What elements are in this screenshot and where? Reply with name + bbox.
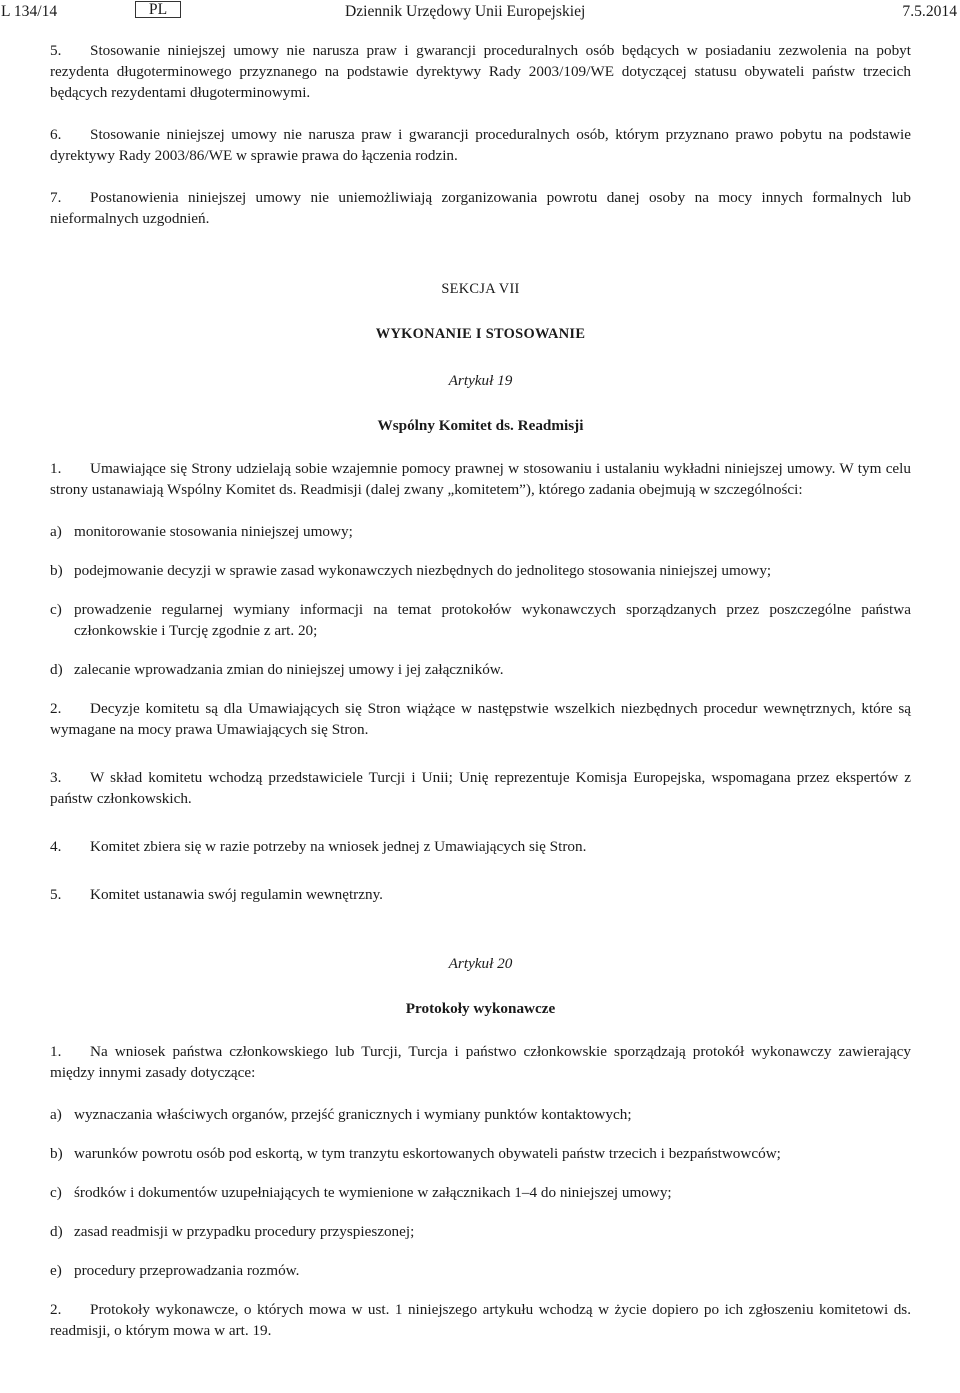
article-19-title: Wspólny Komitet ds. Readmisji (377, 417, 584, 434)
art20-item-e: e) procedury przeprowadzania rozmów. (50, 1262, 300, 1279)
publication-date: 7.5.2014 (902, 3, 957, 20)
art20-item-c: c) środków i dokumentów uzupełniających te wymienione w załącznikach 1–4 do niniejszej umowy; (50, 1184, 672, 1201)
article-19-number: Artykuł 19 (448, 372, 513, 389)
paragraph-6: 6. Stosowanie niniejszej umowy nie narusza praw i gwarancji proceduralnych osób, którym przyznano prawo pobytu na podstawie dyrektywy Rady 2003/86/WE w sprawie prawa do łączenia rodzin. (50, 126, 911, 164)
art19-paragraph-2: 2. Decyzje komitetu są dla Umawiających się Stron wiążące w następstwie wszelkich niezbędnych procedur wewnętrznych, które są wymagane na mocy prawa Umawiających się Stron. (50, 700, 911, 738)
article-20-title: Protokoły wykonawcze (405, 1000, 556, 1017)
art20-paragraph-2: 2. Protokoły wykonawcze, o których mowa w ust. 1 niniejszego artykułu wchodzą w życie dopiero po ich zgłoszeniu komitetowi ds. readmisji, o którym mowa w art. 19. (50, 1301, 911, 1339)
art19-paragraph-1: 1. Umawiające się Strony udzielają sobie wzajemnie pomocy prawnej w stosowaniu i ustalaniu wykładni niniejszej umowy. W tym celu strony ustanawiają Wspólny Komitet ds. Readmisji (dalej zwany „komitetem”), którego zadania obejmują w szczególności: (50, 460, 911, 498)
page-header (0, 1, 960, 23)
art20-item-b: b) warunków powrotu osób pod eskortą, w tym tranzytu eskortowanych obywateli państw trzecich i bezpaństwowców; (50, 1145, 781, 1162)
art19-paragraph-3: 3. W skład komitetu wchodzą przedstawiciele Turcji i Unii; Unię reprezentuje Komisja Europejska, wspomagana przez ekspertów z państw członkowskich. (50, 769, 911, 807)
art20-paragraph-1: 1. Na wniosek państwa członkowskiego lub Turcji, Turcja i państwo członkowskie sporządzają protokół wykonawczy zawierający między innymi zasady dotyczące: (50, 1043, 911, 1081)
document-body (50, 40, 911, 1362)
page-reference: L 134/14 (1, 3, 58, 20)
article-20-number: Artykuł 20 (448, 955, 513, 972)
art19-paragraph-4: 4. Komitet zbiera się w razie potrzeby na wniosek jednej z Umawiających się Stron. (50, 838, 587, 855)
section-title: WYKONANIE I STOSOWANIE (375, 326, 586, 342)
art19-paragraph-5: 5. Komitet ustanawia swój regulamin wewnętrzny. (50, 886, 383, 903)
art20-item-d: d) zasad readmisji w przypadku procedury przyspieszonej; (50, 1223, 415, 1240)
paragraph-5: 5. Stosowanie niniejszej umowy nie narusza praw i gwarancji proceduralnych osób będących w posiadaniu zezwolenia na pobyt rezydenta długoterminowego przyznanego na podstawie dyrektywy Rady 2003/109/WE dotyczącej statusu obywateli państw trzecich będących rezydentami długoterminowymi. (50, 42, 911, 101)
section-label: SEKCJA VII (441, 281, 520, 297)
art19-item-d: d) zalecanie wprowadzania zmian do niniejszej umowy i jej załączników. (50, 661, 504, 678)
art20-item-a: a) wyznaczania właściwych organów, przejść granicznych i wymiany punktów kontaktowych; (50, 1106, 632, 1123)
journal-title: Dziennik Urzędowy Unii Europejskiej (345, 3, 586, 20)
art19-item-a: a) monitorowanie stosowania niniejszej umowy; (50, 523, 353, 540)
language-badge: PL (135, 1, 181, 18)
paragraph-7: 7. Postanowienia niniejszej umowy nie uniemożliwiają zorganizowania powrotu danej osoby na mocy innych formalnych lub nieformalnych uzgodnień. (50, 189, 911, 227)
art19-item-b: b) podejmowanie decyzji w sprawie zasad wykonawczych niezbędnych do jednolitego stosowania niniejszej umowy; (50, 562, 772, 579)
art19-item-c: c) prowadzenie regularnej wymiany informacji na temat protokołów wykonawczych sporządzanych przez poszczególne państwa członkowskie i Turcję zgodnie z art. 20; (50, 601, 911, 639)
